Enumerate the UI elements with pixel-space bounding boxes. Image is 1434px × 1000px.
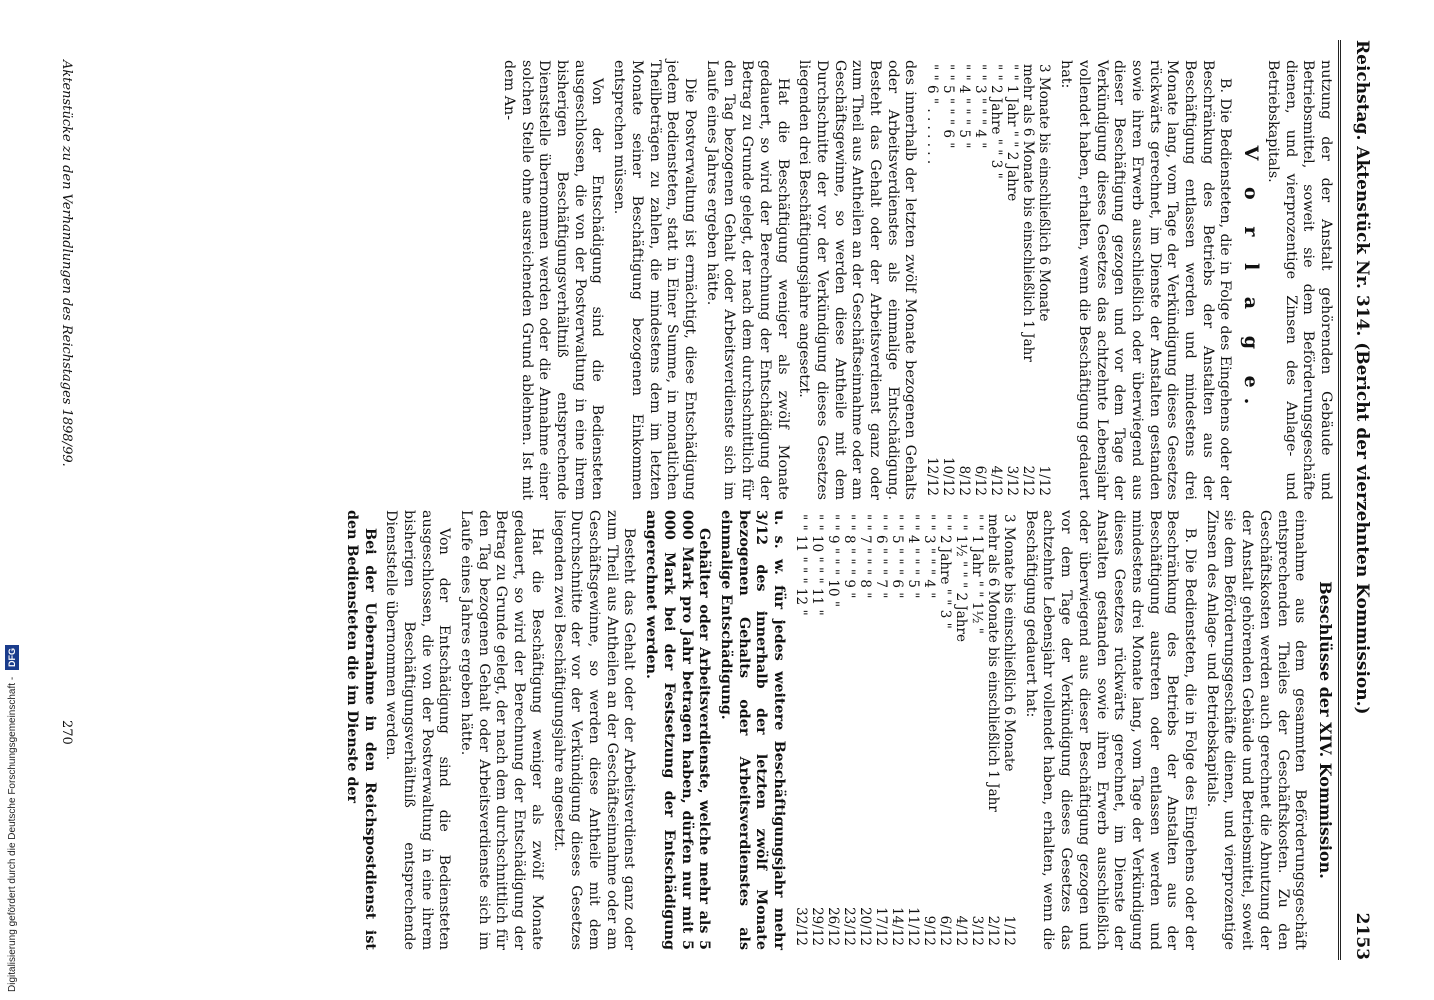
beschluesse-paragraph-b: B. Die Bediensteten, die in Folge des Eingehens oder der Beschränkung des Betriebs der Anstalten aus der Beschäftigung austreten oder entlassen werden und mindestens drei Monate lang, vom Tage der Verkündigung dieses Gesetzes rückwärts gerechnet, im Dienste der Anstalten gestanden sowie ihren Erwerb ausschließlich oder überwiegend aus dieser Beschäftigung gezogen und vor dem Tage der Verkündigung dieses Gesetzes das achtzehnte Lebensjahr vollendet haben, erhalten, wenn die Beschäftigung gedauert hat:: [1022, 510, 1199, 950]
dfg-logo-icon: DFG: [5, 645, 19, 670]
vorlage-title: V o r l a g e.: [1240, 145, 1263, 415]
beschluesse-paragraph-end: Bei der Uebernahme in den Reichspostdienst ist den Bediensteten die im Dienste der: [343, 510, 378, 950]
schedule-duration: 3 Monate bis einschließlich 6 Monate: [1001, 514, 1018, 772]
schedule-row: [825, 510, 841, 950]
dfg-sidebar-text: Digitalisierung gefördert durch die Deutsche Forschungsgemeinschaft -: [7, 676, 18, 992]
schedule-row: [937, 510, 953, 950]
schedule-row: [969, 510, 985, 950]
schedule-duration: " " 6 " . . . . . . .: [924, 64, 941, 165]
schedule-fraction: 2/12: [985, 915, 1002, 946]
schedule-fraction: 1/12: [1036, 465, 1053, 496]
schedule-fraction: 23/12: [841, 907, 858, 946]
schedule-row: [956, 60, 972, 500]
schedule-fraction: 10/12: [940, 457, 957, 496]
schedule-fraction: 11/12: [905, 907, 922, 946]
dfg-sidebar: [4, 600, 22, 992]
page-footnote: Aktenstücke zu den Verhandlungen des Reichstages 1898/99.: [59, 60, 74, 467]
schedule-fraction: 3/12: [969, 915, 986, 946]
schedule-duration: " " 2 Jahre " " 3 ": [937, 514, 954, 629]
schedule-duration: " " 7 " " " 8 ": [857, 514, 874, 599]
schedule-duration: " " 10 " " " 11 ": [809, 514, 826, 616]
schedule-row: [940, 60, 956, 500]
schedule-row: [988, 60, 1004, 500]
schedule-row: [841, 510, 857, 950]
schedule-fraction: 3/12: [1004, 465, 1021, 496]
schedule-duration: " " 9 " " " 10 ": [825, 514, 842, 608]
schedule-fraction: 9/12: [921, 915, 938, 946]
schedule-row: [793, 510, 809, 950]
schedule-fraction: 17/12: [873, 907, 890, 946]
schedule-row: [889, 510, 905, 950]
schedule-duration: " " 4 " " " 5 ": [956, 64, 973, 149]
schedule-duration: " " 6 " " " 7 ": [873, 514, 890, 599]
vorlage-schedule-table: [924, 60, 1052, 500]
schedule-duration: " " 4 " " " 5 ": [905, 514, 922, 599]
schedule-row: [1036, 60, 1052, 500]
schedule-row: [921, 510, 937, 950]
vorlage-paragraph-less: Hat die Beschäftigung weniger als zwölf Monate gedauert, so wird der Berechnung der Entschädigung der Betrag zu Grunde gelegt, der nach dem durchschnittlich für den Tag bezogenen Gehalt oder Arbeitsverdienste sich im Laufe eines Jahres ergeben hätte.: [703, 60, 791, 500]
schedule-duration: " " 5 " " " 6 ": [889, 514, 906, 599]
page-header: [1344, 40, 1376, 960]
schedule-duration: " " 1 Jahr " " 2 Jahre: [1004, 64, 1021, 202]
schedule-row: [809, 510, 825, 950]
schedule-duration: " " 3 " " " 4 ": [921, 514, 938, 599]
schedule-row: [1004, 60, 1020, 500]
beschluesse-paragraph-after: Besteht das Gehalt oder der Arbeitsverdienst ganz oder zum Theil aus Antheilen an der Geschäftseinnahme oder am Geschäftsgewinne, so werden diese Antheile mit dem Durchschnitte der vor der Verkündigung dieses Gesetzes liegenden zwei Beschäftigungsjahre angesetzt.: [550, 510, 638, 950]
schedule-fraction: 12/12: [924, 457, 941, 496]
schedule-fraction: 20/12: [857, 907, 874, 946]
column-vorlage: [495, 60, 1334, 500]
beschluesse-intro: einnahme aus dem gesammten Beförderungsgeschäft entsprechenden Theiles der Geschäftskosten. Zu den Geschäftskosten werden auch gerechnet die Abnutzung der der Anstalt gehörenden Gebäude und Betriebsmittel, soweit sie dem Beförderungsgeschäfte dienen, und vierprozentige Zinsen des Anlage- und Betriebskapitals.: [1203, 510, 1309, 950]
schedule-duration: mehr als 6 Monate bis einschließlich 1 Jahr: [1020, 64, 1037, 362]
schedule-fraction: 6/12: [937, 915, 954, 946]
schedule-row: [972, 60, 988, 500]
page-footer-number: 270: [59, 720, 74, 745]
schedule-fraction: 2/12: [1020, 465, 1037, 496]
schedule-fraction: 29/12: [809, 907, 826, 946]
vorlage-paragraph-b: B. Die Bediensteten, die in Folge des Eingehens oder der Beschränkung des Betriebs der Anstalten aus der Beschäftigung entlassen werden und mindestens drei Monate lang, vom Tage der Verkündigung dieses Gesetzes rückwärts gerechnet, im Dienste der Anstalten gestanden sowie ihren Erwerb ausschließlich oder überwiegend aus dieser Beschäftigung gezogen und vor dem Tage der Verkündigung dieses Gesetzes das achtzehnte Lebensjahr vollendet haben, erhalten, wenn die Beschäftigung gedauert hat:: [1058, 60, 1234, 500]
schedule-duration: " " 5 " " " 6 ": [940, 64, 957, 149]
schedule-row: [924, 60, 940, 500]
header-page-number: 2153: [1352, 912, 1372, 960]
schedule-row: [905, 510, 921, 950]
column-beschluesse: [338, 510, 1334, 950]
beschluesse-paragraph-cap: Gehälter oder Arbeitsverdienste, welche mehr als 5 000 Mark pro Jahr betragen haben, dürfen nur mit 5 000 Mark bei der Festsetzung der Entschädigung angerechnet werden.: [643, 510, 713, 950]
schedule-fraction: 26/12: [825, 907, 842, 946]
schedule-fraction: 1/12: [1001, 915, 1018, 946]
vorlage-paragraph-exclusion: Von der Entschädigung sind die Bediensteten ausgeschlossen, die von der Postverwaltung in eine ihrem bisherigen Beschäftigungsverhältniß entsprechende Dienststelle übernommen werden oder die Annahme einer solchen Stelle ohne ausreichenden Grund ablehnen. Ist mit dem An-: [500, 60, 606, 500]
beschluesse-paragraph-less: Hat die Beschäftigung weniger als zwölf Monate gedauert, so wird der Berechnung der Entschädigung der Betrag zu Grunde gelegt, der nach dem durchschnittlich für den Tag bezogenen Gehalt oder Arbeitsverdienste sich im Laufe eines Jahres ergeben hätte.: [458, 510, 545, 950]
schedule-row: [873, 510, 889, 950]
beschluesse-title: Beschlüsse der XIV. Kommission.: [1316, 581, 1335, 879]
beschluesse-schedule-table: [793, 510, 1017, 950]
schedule-fraction: 6/12: [972, 465, 989, 496]
schedule-fraction: 4/12: [988, 465, 1005, 496]
beschluesse-paragraph-more: u. s. w. für jedes weitere Beschäftigungsjahr mehr 3/12 des innerhalb der letzten zwölf Monate bezogenen Gehalts oder Arbeitsverdienstes als einmalige Entschädigung.: [717, 510, 788, 950]
schedule-fraction: 4/12: [953, 915, 970, 946]
schedule-duration: " " 8 " " " 9 ": [841, 514, 858, 599]
schedule-duration: " " 11 " " " 12 ": [793, 514, 810, 616]
schedule-row: [857, 510, 873, 950]
schedule-row: [953, 510, 969, 950]
schedule-duration: 3 Monate bis einschließlich 6 Monate: [1036, 64, 1053, 322]
schedule-duration: " " 1 Jahr " " 1½ ": [969, 514, 986, 634]
schedule-fraction: 32/12: [793, 907, 810, 946]
beschluesse-paragraph-exclusion: Von der Entschädigung sind die Bediensteten ausgeschlossen, die von der Postverwaltung in eine ihrem bisherigen Beschäftigungsverhältniß entsprechende Dienststelle übernommen werden.: [383, 510, 453, 950]
schedule-row: [1001, 510, 1017, 950]
schedule-row: [985, 510, 1001, 950]
vorlage-intro: nutzung der der Anstalt gehörenden Gebäude und Betriebsmittel, soweit sie dem Beförderungsgeschäfte dienen, und vierprozentige Zinsen des Anlage- und Betriebskapitals.: [1264, 60, 1334, 500]
schedule-duration: " " 1½ " " " 2 Jahre: [953, 514, 970, 642]
schedule-fraction: 14/12: [889, 907, 906, 946]
schedule-duration: mehr als 6 Monate bis einschließlich 1 Jahr: [985, 514, 1002, 812]
vorlage-paragraph-after: des innerhalb der letzten zwölf Monate bezogenen Gehalts oder Arbeitsverdienstes als einmalige Entschädigung. Besteht das Gehalt oder der Arbeitsverdienst ganz oder zum Theil aus Antheilen an der Geschäftseinnahme oder am Geschäftsgewinne, so werden diese Antheile mit dem Durchschnitte der vor der Verkündigung dieses Gesetzes liegenden drei Beschäftigungsjahre angesetzt.: [796, 60, 919, 500]
header-rule: [1338, 40, 1341, 960]
vorlage-paragraph-post: Die Postverwaltung ist ermächtigt, diese Entschädigung jedem Bediensteten, statt in Einer Summe, in monatlichen Theilbeträgen zu zahlen, die mindestens dem im letzten Monate seiner Beschäftigung bezogenen Einkommen entsprechen müssen.: [611, 60, 699, 500]
schedule-duration: " " 3 " " " 4 ": [972, 64, 989, 149]
schedule-row: [1020, 60, 1036, 500]
header-title: Reichstag. Aktenstück Nr. 314. (Bericht der vierzehnten Kommission.): [1352, 40, 1372, 715]
schedule-duration: " " 2 Jahre " " 3 ": [988, 64, 1005, 179]
schedule-fraction: 8/12: [956, 465, 973, 496]
